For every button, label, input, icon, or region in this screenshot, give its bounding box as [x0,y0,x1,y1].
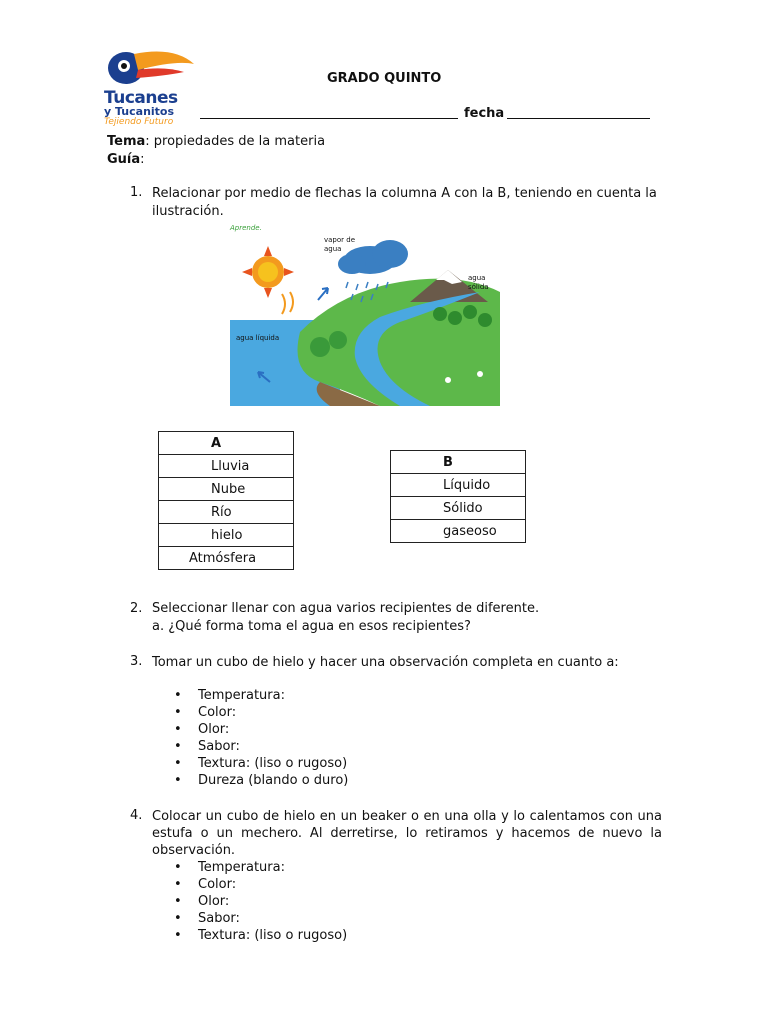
tema-label: Tema [107,134,146,149]
question-2-sub: a. ¿Qué forma toma el agua en esos recipientes? [152,619,471,634]
list-item: • Textura: (liso o rugoso) [174,927,474,944]
column-a-row: Río [159,501,294,524]
liquid-water-label: agua líquida [236,334,280,342]
column-a-table [158,431,294,570]
question-3-text: Tomar un cubo de hielo y hacer una observación completa en cuanto a: [152,655,619,670]
guia-colon: : [140,152,145,167]
illustration-tag: Aprende. [230,224,262,232]
column-a-row: Lluvia [159,455,294,478]
question-4-number: 4. [130,808,143,823]
vapor-label: vapor de agua [324,236,356,253]
logo-tagline: Tejiendo Futuro [104,117,174,127]
list-item: • Dureza (blando o duro) [174,772,474,789]
list-item: • Olor: [174,721,474,738]
column-a-row: Atmósfera [159,547,294,570]
column-b-row: Líquido [391,474,526,497]
list-item: • Color: [174,704,474,721]
question-3-number: 3. [130,654,143,669]
column-a-row: Nube [159,478,294,501]
solid-water-label: agua sólida [468,274,489,291]
question-1-number: 1. [130,185,143,200]
school-logo [104,46,200,127]
column-b-header: B [391,451,526,474]
list-item: • Sabor: [174,910,474,927]
toucan-icon [104,46,200,86]
question-4-bullets [174,859,474,944]
fecha-label: fecha [464,106,505,121]
logo-line2: y Tucanitos [104,105,175,118]
list-item: • Sabor: [174,738,474,755]
question-2-number: 2. [130,601,143,616]
tema-row [107,134,325,149]
list-item: • Temperatura: [174,859,474,876]
grade-title: GRADO QUINTO [327,71,442,86]
logo-line1: Tucanes [104,88,178,108]
column-a-header: A [159,432,294,455]
guia-row [107,152,145,167]
column-b-row: gaseoso [391,520,526,543]
question-4-text: Colocar un cubo de hielo en un beaker o en una olla y lo calentamos con una estufa o un mechero. Al derretirse, lo retiramos y hacemos de nuevo la observación. [152,809,662,858]
guia-label: Guía [107,152,141,167]
list-item: • Olor: [174,893,474,910]
question-3-bullets [174,687,474,789]
column-b-table [390,450,526,543]
list-item: • Color: [174,876,474,893]
question-1-text: Relacionar por medio de flechas la columna A con la B, teniendo en cuenta la ilustración. [152,186,657,219]
name-line[interactable] [200,104,458,119]
tema-value: : propiedades de la materia [145,134,326,149]
fecha-line[interactable] [507,104,650,119]
question-2-text: Seleccionar llenar con agua varios recipientes de diferente. [152,601,540,616]
list-item: • Temperatura: [174,687,474,704]
list-item: • Textura: (liso o rugoso) [174,755,474,772]
column-a-row: hielo [159,524,294,547]
water-cycle-illustration [230,222,500,406]
column-b-row: Sólido [391,497,526,520]
